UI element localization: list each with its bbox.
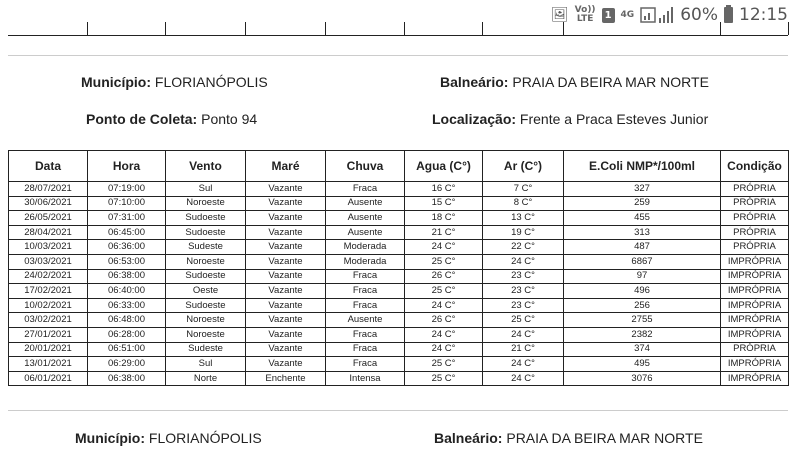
cell-condicao: PRÓPRIA: [721, 225, 789, 240]
cell-ar: 25 C°: [483, 313, 564, 328]
sim-slot-icon: 1: [602, 8, 615, 23]
cell-chuva: Fraca: [326, 269, 405, 284]
cell-agua: 25 C°: [405, 371, 483, 386]
cell-hora: 06:38:00: [88, 371, 166, 386]
table-row: [9, 313, 789, 328]
battery-percent: 60%: [680, 5, 718, 25]
cell-data: 30/06/2021: [9, 196, 88, 211]
cell-agua: 26 C°: [405, 313, 483, 328]
cell-condicao: PRÓPRIA: [721, 182, 789, 197]
cell-condicao: PRÓPRIA: [721, 342, 789, 357]
table-row: [9, 254, 789, 269]
municipio-label-2: Município:: [75, 430, 145, 446]
cell-mare: Vazante: [246, 240, 326, 255]
cell-agua: 25 C°: [405, 357, 483, 372]
cell-ar: 24 C°: [483, 371, 564, 386]
cell-chuva: Fraca: [326, 342, 405, 357]
cell-ar: 22 C°: [483, 240, 564, 255]
cell-data: 20/01/2021: [9, 342, 88, 357]
cell-chuva: Fraca: [326, 327, 405, 342]
cell-ar: 23 C°: [483, 269, 564, 284]
balneario-field-2: [434, 430, 703, 446]
cell-chuva: Moderada: [326, 254, 405, 269]
cell-ecoli: 455: [564, 211, 721, 226]
cell-data: 28/04/2021: [9, 225, 88, 240]
cell-agua: 26 C°: [405, 269, 483, 284]
cell-data: 24/02/2021: [9, 269, 88, 284]
table-row: [9, 342, 789, 357]
cell-ecoli: 2755: [564, 313, 721, 328]
balneario-value-2: PRAIA DA BEIRA MAR NORTE: [506, 430, 703, 446]
cell-ar: 24 C°: [483, 327, 564, 342]
cell-chuva: Moderada: [326, 240, 405, 255]
cell-chuva: Fraca: [326, 182, 405, 197]
previous-table-divider: [788, 22, 789, 35]
balneario-label-2: Balneário:: [434, 430, 503, 446]
cell-vento: Sudoeste: [166, 298, 246, 313]
col-header-agua: Agua (C°): [405, 151, 483, 182]
municipio-field: [81, 74, 268, 90]
cell-condicao: PRÓPRIA: [721, 211, 789, 226]
cell-hora: 06:38:00: [88, 269, 166, 284]
col-header-data: Data: [9, 151, 88, 182]
cell-mare: Enchente: [246, 371, 326, 386]
localizacao-label: Localização:: [432, 111, 517, 127]
cell-ecoli: 97: [564, 269, 721, 284]
volte-top-label: Vo)): [574, 5, 596, 15]
table-header-row: [9, 151, 789, 182]
table-row: [9, 211, 789, 226]
col-header-ar: Ar (C°): [483, 151, 564, 182]
cell-ecoli: 3076: [564, 371, 721, 386]
cell-condicao: IMPRÓPRIA: [721, 371, 789, 386]
table-row: [9, 284, 789, 299]
previous-table-bottom-edge: [8, 35, 788, 36]
water-quality-table: [8, 150, 789, 386]
col-header-hora: Hora: [88, 151, 166, 182]
municipio-value: FLORIANÓPOLIS: [154, 74, 268, 90]
cell-hora: 06:53:00: [88, 254, 166, 269]
cell-chuva: Intensa: [326, 371, 405, 386]
cell-ar: 21 C°: [483, 342, 564, 357]
cell-ar: 23 C°: [483, 284, 564, 299]
cell-condicao: IMPRÓPRIA: [721, 298, 789, 313]
cell-agua: 25 C°: [405, 254, 483, 269]
cell-mare: Vazante: [246, 254, 326, 269]
ponto-coleta-field: [86, 111, 257, 127]
table-row: [9, 240, 789, 255]
col-header-condicao: Condição: [721, 151, 789, 182]
cell-chuva: Ausente: [326, 196, 405, 211]
cell-chuva: Fraca: [326, 298, 405, 313]
cell-chuva: Ausente: [326, 313, 405, 328]
cell-mare: Vazante: [246, 182, 326, 197]
screenshot-icon: 🖼: [550, 7, 569, 23]
cell-data: 17/02/2021: [9, 284, 88, 299]
cell-ecoli: 313: [564, 225, 721, 240]
cell-agua: 24 C°: [405, 342, 483, 357]
cell-mare: Vazante: [246, 327, 326, 342]
previous-table-divider: [720, 22, 721, 35]
cell-agua: 24 C°: [405, 327, 483, 342]
cell-ar: 24 C°: [483, 357, 564, 372]
cell-vento: Sudeste: [166, 342, 246, 357]
table-row: [9, 196, 789, 211]
cell-condicao: IMPRÓPRIA: [721, 284, 789, 299]
cell-agua: 24 C°: [405, 240, 483, 255]
cell-hora: 07:19:00: [88, 182, 166, 197]
previous-table-divider: [245, 22, 246, 35]
balneario-label: Balneário:: [440, 74, 509, 90]
cell-data: 13/01/2021: [9, 357, 88, 372]
table-row: [9, 298, 789, 313]
previous-table-divider: [404, 22, 405, 35]
cell-ecoli: 496: [564, 284, 721, 299]
cell-hora: 06:29:00: [88, 357, 166, 372]
ponto-coleta-label: Ponto de Coleta:: [86, 111, 198, 127]
cell-mare: Vazante: [246, 284, 326, 299]
col-header-ecoli: E.Coli NMP*/100ml: [564, 151, 721, 182]
cell-mare: Vazante: [246, 298, 326, 313]
battery-icon: [724, 7, 733, 23]
cell-vento: Sul: [166, 357, 246, 372]
cell-ar: 13 C°: [483, 211, 564, 226]
municipio-label: Município:: [81, 74, 151, 90]
cell-vento: Sudoeste: [166, 225, 246, 240]
cell-mare: Vazante: [246, 357, 326, 372]
status-bar: [0, 0, 800, 30]
previous-table-divider: [325, 22, 326, 35]
cell-hora: 06:48:00: [88, 313, 166, 328]
cell-mare: Vazante: [246, 269, 326, 284]
col-header-vento: Vento: [166, 151, 246, 182]
cell-ecoli: 495: [564, 357, 721, 372]
network-type-icon: 4G: [620, 9, 635, 20]
cell-data: 06/01/2021: [9, 371, 88, 386]
status-icons: [551, 4, 788, 26]
cell-ecoli: 487: [564, 240, 721, 255]
municipio-value-2: FLORIANÓPOLIS: [148, 430, 262, 446]
cell-chuva: Fraca: [326, 357, 405, 372]
cell-mare: Vazante: [246, 211, 326, 226]
ponto-coleta-value: Ponto 94: [201, 111, 258, 127]
table-row: [9, 327, 789, 342]
cell-condicao: IMPRÓPRIA: [721, 269, 789, 284]
section-separator: [8, 410, 788, 411]
cell-data: 03/03/2021: [9, 254, 88, 269]
signal-icon: [640, 6, 674, 24]
cell-mare: Vazante: [246, 313, 326, 328]
cell-vento: Sudoeste: [166, 211, 246, 226]
cell-mare: Vazante: [246, 342, 326, 357]
col-header-chuva: Chuva: [326, 151, 405, 182]
volte-icon: [575, 6, 596, 24]
cell-data: 03/02/2021: [9, 313, 88, 328]
cell-hora: 06:28:00: [88, 327, 166, 342]
cell-ecoli: 259: [564, 196, 721, 211]
cell-hora: 06:45:00: [88, 225, 166, 240]
cell-chuva: Ausente: [326, 225, 405, 240]
cell-data: 28/07/2021: [9, 182, 88, 197]
cell-hora: 07:10:00: [88, 196, 166, 211]
cell-condicao: IMPRÓPRIA: [721, 357, 789, 372]
cell-vento: Sul: [166, 182, 246, 197]
cell-hora: 06:36:00: [88, 240, 166, 255]
cell-agua: 16 C°: [405, 182, 483, 197]
cell-vento: Noroeste: [166, 313, 246, 328]
cell-chuva: Fraca: [326, 284, 405, 299]
cell-condicao: PRÓPRIA: [721, 240, 789, 255]
cell-agua: 21 C°: [405, 225, 483, 240]
previous-table-divider: [563, 22, 564, 35]
previous-table-divider: [165, 22, 166, 35]
cell-condicao: IMPRÓPRIA: [721, 327, 789, 342]
cell-vento: Sudoeste: [166, 269, 246, 284]
cell-vento: Noroeste: [166, 196, 246, 211]
cell-vento: Noroeste: [166, 327, 246, 342]
cell-hora: 06:51:00: [88, 342, 166, 357]
table-row: [9, 182, 789, 197]
cell-ar: 23 C°: [483, 298, 564, 313]
cell-ecoli: 6867: [564, 254, 721, 269]
cell-vento: Oeste: [166, 284, 246, 299]
cell-hora: 07:31:00: [88, 211, 166, 226]
cell-ar: 8 C°: [483, 196, 564, 211]
table-row: [9, 371, 789, 386]
volte-bottom-label: LTE: [576, 14, 594, 24]
section-separator: [8, 55, 788, 56]
cell-hora: 06:33:00: [88, 298, 166, 313]
table-row: [9, 225, 789, 240]
cell-ecoli: 2382: [564, 327, 721, 342]
cell-data: 26/05/2021: [9, 211, 88, 226]
localizacao-field: [432, 111, 708, 127]
cell-vento: Sudeste: [166, 240, 246, 255]
cell-ar: 24 C°: [483, 254, 564, 269]
cell-hora: 06:40:00: [88, 284, 166, 299]
previous-table-divider: [482, 22, 483, 35]
cell-data: 27/01/2021: [9, 327, 88, 342]
cell-data: 10/02/2021: [9, 298, 88, 313]
cell-condicao: PRÓPRIA: [721, 196, 789, 211]
municipio-field-2: [75, 430, 262, 446]
cell-ar: 7 C°: [483, 182, 564, 197]
col-header-mare: Maré: [246, 151, 326, 182]
balneario-field: [440, 74, 709, 90]
cell-ecoli: 327: [564, 182, 721, 197]
cell-condicao: IMPRÓPRIA: [721, 254, 789, 269]
cell-mare: Vazante: [246, 225, 326, 240]
cell-agua: 24 C°: [405, 298, 483, 313]
clock: 12:15: [739, 5, 788, 25]
cell-vento: Noroeste: [166, 254, 246, 269]
balneario-value: PRAIA DA BEIRA MAR NORTE: [512, 74, 709, 90]
cell-ecoli: 374: [564, 342, 721, 357]
cell-condicao: IMPRÓPRIA: [721, 313, 789, 328]
cell-agua: 18 C°: [405, 211, 483, 226]
cell-agua: 25 C°: [405, 284, 483, 299]
localizacao-value: Frente a Praca Esteves Junior: [519, 111, 709, 127]
cell-data: 10/03/2021: [9, 240, 88, 255]
cell-chuva: Ausente: [326, 211, 405, 226]
cell-vento: Norte: [166, 371, 246, 386]
cell-agua: 15 C°: [405, 196, 483, 211]
cell-mare: Vazante: [246, 196, 326, 211]
previous-table-divider: [87, 22, 88, 35]
cell-ecoli: 256: [564, 298, 721, 313]
table-row: [9, 357, 789, 372]
cell-ar: 19 C°: [483, 225, 564, 240]
table-row: [9, 269, 789, 284]
